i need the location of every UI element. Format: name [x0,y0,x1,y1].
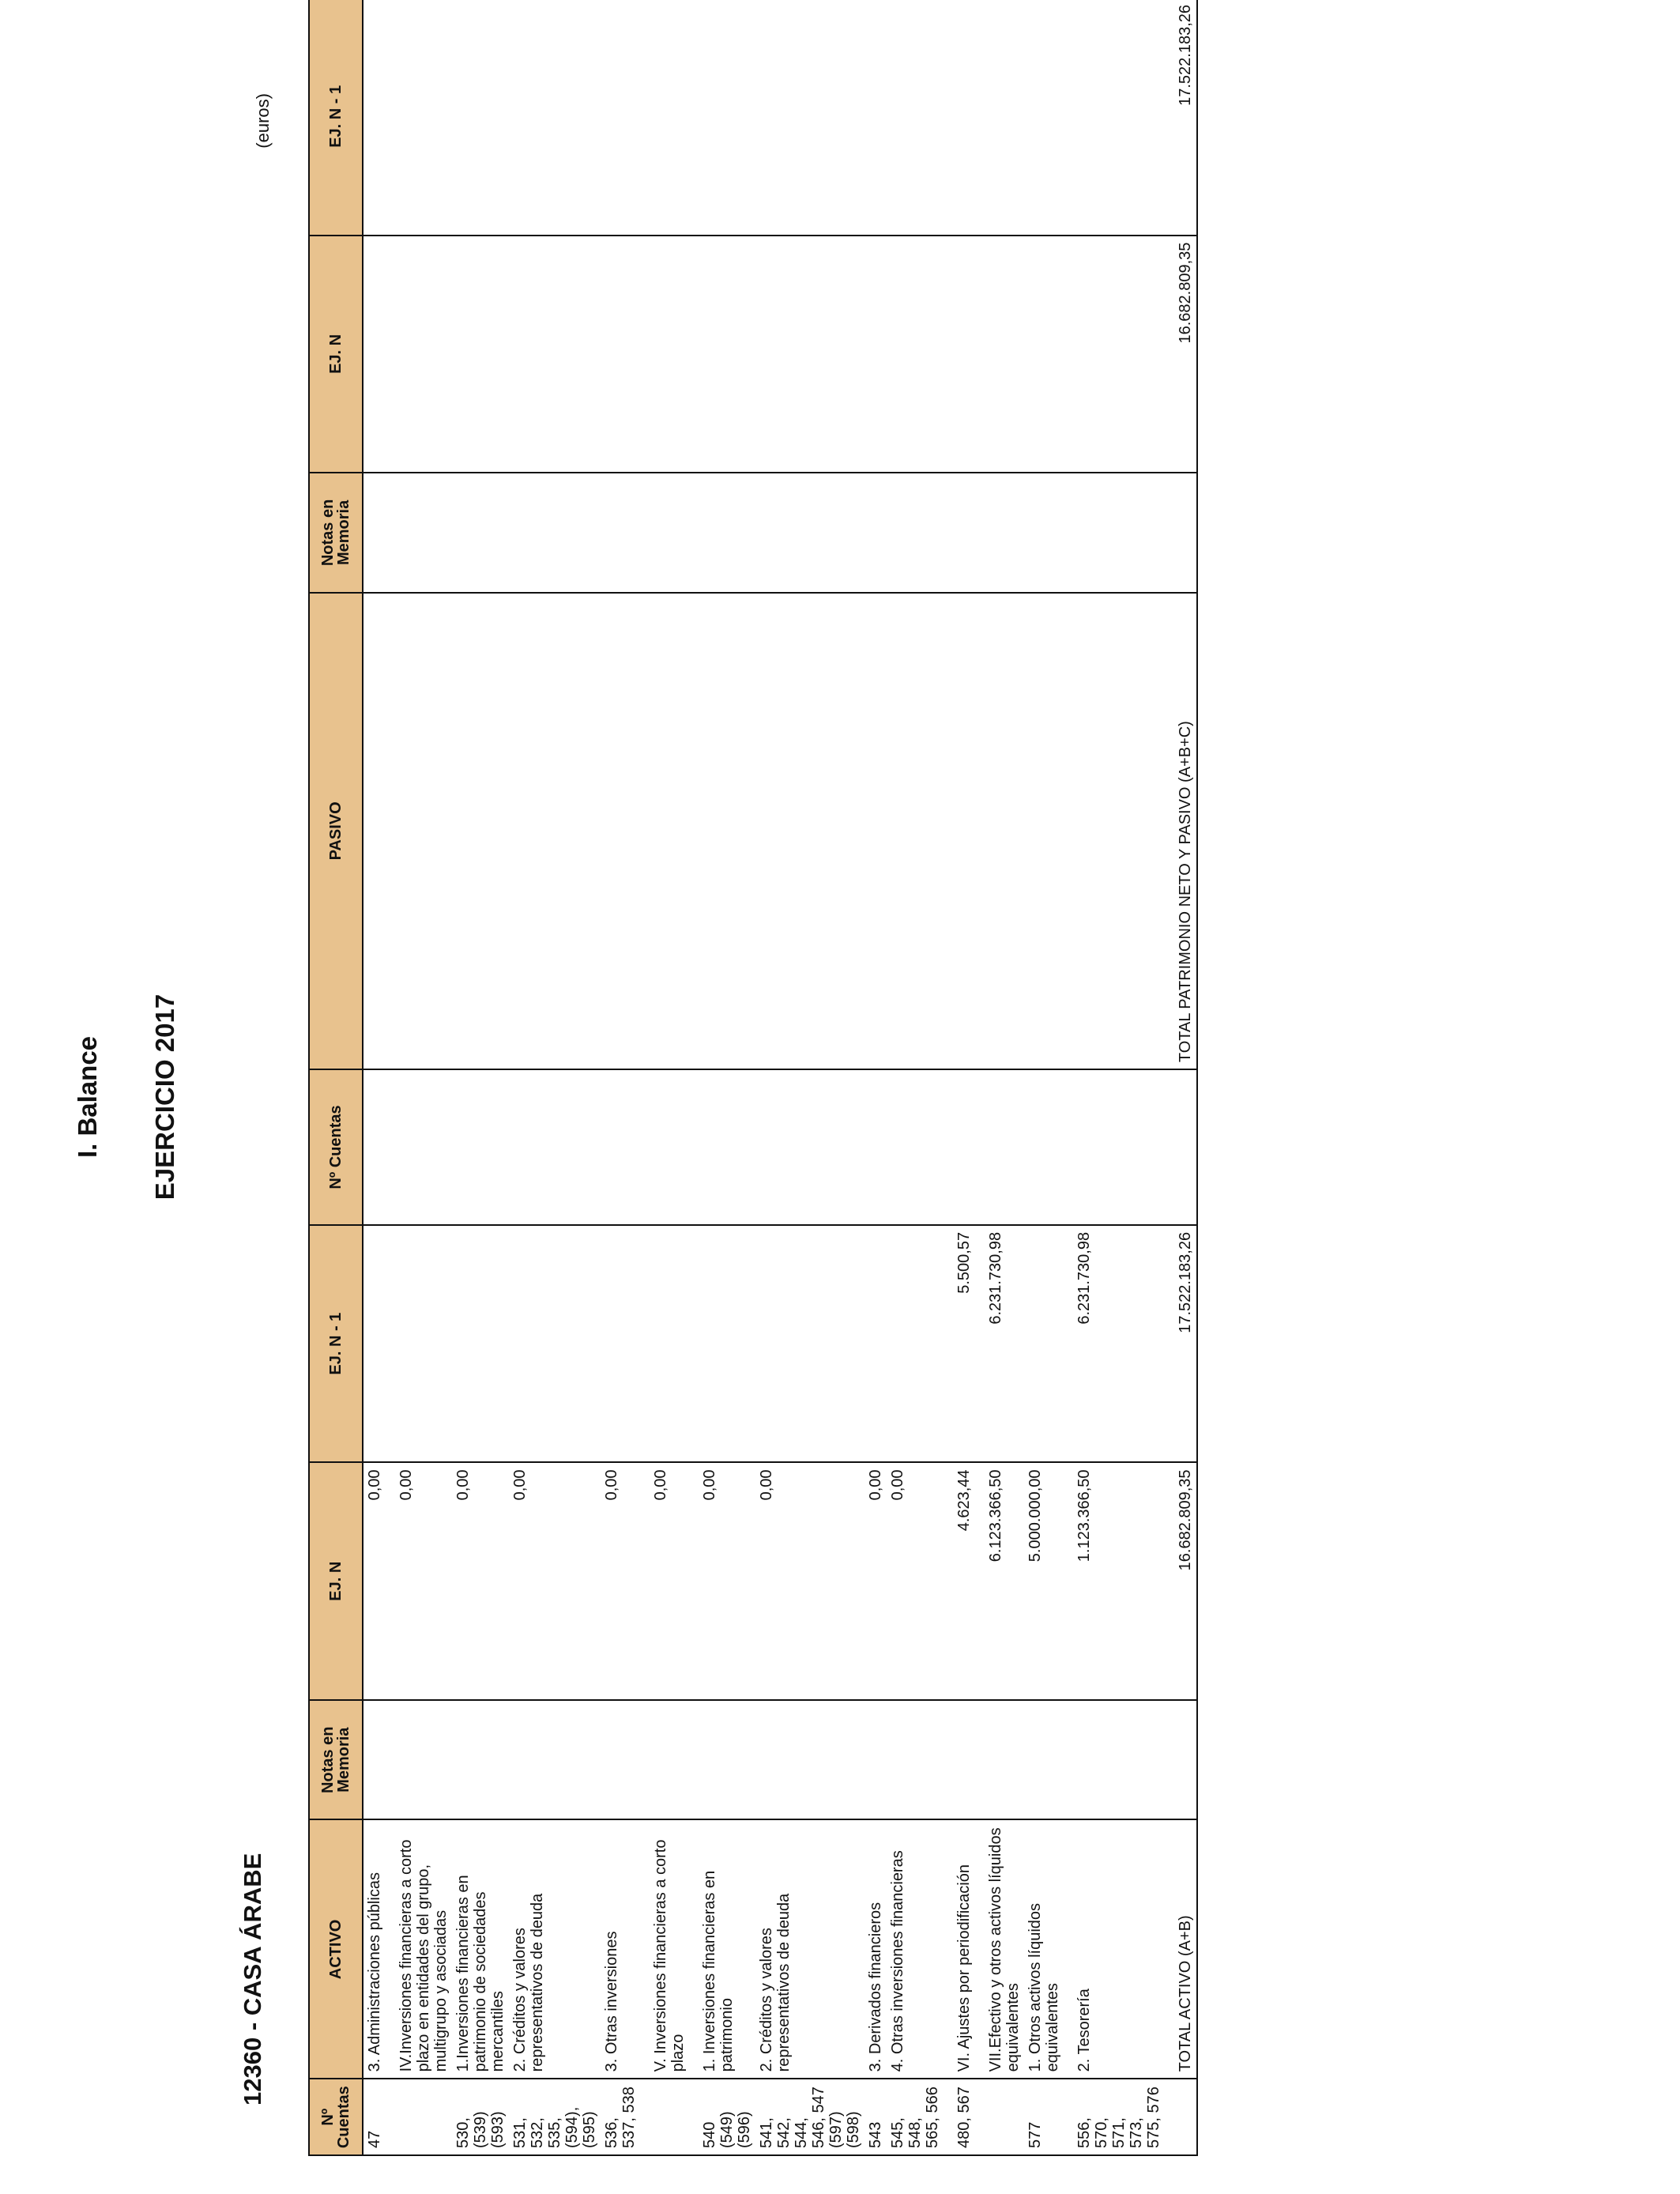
col-header-pasivo: PASIVO [309,593,363,1069]
cell-pasivo [650,593,689,1069]
cell-ejn-pasivo [1024,236,1064,473]
cell-ejn1 [864,1225,887,1463]
cell-ejn1-pasivo [887,0,944,236]
cell-ejn1 [887,1225,944,1463]
cell-ejn1-pasivo [509,0,601,236]
cell-cuentas-pasivo [887,1069,944,1225]
cell-ejn1-pasivo [699,0,755,236]
cell-cuentas-pasivo [395,1069,452,1225]
total-pasivo-ejn: 16.682.809,35 [1174,236,1197,473]
cell-notas-pasivo [509,473,601,592]
cell-ejn1-pasivo [953,0,975,236]
cell-cuentas-pasivo [864,1069,887,1225]
cell-ejn: 0,00 [699,1462,755,1700]
cell-cuentas-pasivo [1174,1069,1197,1225]
table-row [953,0,975,2155]
col-header-notas: Notas en Memoria [309,1700,363,1819]
table-row [699,0,755,2155]
cell-ejn1-pasivo [452,0,509,236]
cell-notas [953,1700,975,1819]
cell-ejn1 [509,1225,601,1463]
cell-ejn1-pasivo [363,0,386,236]
cell-cuentas: 556, 570, 571, 573, 575, 576 [1073,2079,1165,2155]
table-row [1073,0,1165,2155]
cell-ejn1-pasivo [395,0,452,236]
cell-cuentas: 577 [1024,2079,1064,2155]
table-row [650,0,689,2155]
cell-ejn1 [650,1225,689,1463]
cell-notas-pasivo [395,473,452,592]
cell-ejn: 0,00 [755,1462,864,1700]
cell-ejn: 0,00 [452,1462,509,1700]
cell-notas-pasivo [650,473,689,592]
cell-notas [363,1700,386,1819]
cell-ejn1: 6.231.730,98 [985,1225,1024,1463]
cell-ejn-pasivo [953,236,975,473]
spacer-row [1165,0,1174,2155]
cell-notas-pasivo [1174,473,1197,592]
spacer-row [640,0,650,2155]
total-activo-ejn1: 17.522.183,26 [1174,1225,1197,1463]
cell-ejn-pasivo [887,236,944,473]
cell-notas-pasivo [985,473,1024,592]
cell-ejn: 0,00 [601,1462,640,1700]
cell-ejn-pasivo [1073,236,1165,473]
cell-cuentas-pasivo [1024,1069,1064,1225]
cell-notas [1174,1700,1197,1819]
cell-pasivo [699,593,755,1069]
entity-name: 12360 - CASA ÁRABE [239,1853,266,2105]
page-title: I. Balance [73,1035,102,1159]
cell-cuentas-pasivo [985,1069,1024,1225]
cell-ejn1 [699,1225,755,1463]
cell-cuentas [650,2079,689,2155]
cell-ejn: 1.123.366,50 [1073,1462,1165,1700]
cell-cuentas [395,2079,452,2155]
cell-pasivo [1024,593,1064,1069]
cell-ejn-pasivo [452,236,509,473]
table-row [887,0,944,2155]
col-header-ejn-pasivo: EJ. N [309,236,363,473]
col-header-ejn1: EJ. N - 1 [309,1225,363,1463]
spacer-row [386,0,395,2155]
units-label: (euros) [253,93,273,149]
cell-ejn-pasivo [509,236,601,473]
cell-ejn-pasivo [864,236,887,473]
cell-cuentas: 545, 548, 565, 566 [887,2079,944,2155]
cell-notas-pasivo [755,473,864,592]
balance-table [308,0,1198,2156]
cell-activo: 2. Tesorería [1073,1819,1165,2079]
cell-cuentas: 531, 532, 535, (594), (595) [509,2079,601,2155]
spacer-row [689,0,699,2155]
table-row [864,0,887,2155]
cell-activo: 2. Créditos y valores representativos de deuda [755,1819,864,2079]
table-row [755,0,864,2155]
cell-ejn-pasivo [395,236,452,473]
cell-cuentas: 47 [363,2079,386,2155]
cell-cuentas: 540 (549) (596) [699,2079,755,2155]
cell-notas [887,1700,944,1819]
cell-notas [601,1700,640,1819]
cell-ejn1-pasivo [985,0,1024,236]
cell-cuentas-pasivo [363,1069,386,1225]
table-row [395,0,452,2155]
col-header-activo: ACTIVO [309,1819,363,2079]
cell-notas [1024,1700,1064,1819]
header-row [309,0,363,2155]
cell-notas [650,1700,689,1819]
cell-ejn1: 5.500,57 [953,1225,975,1463]
spacer-row [944,0,953,2155]
spacer-row [975,0,985,2155]
cell-activo: V. Inversiones financieras a corto plazo [650,1819,689,2079]
spacer-row [1064,0,1073,2155]
cell-activo: 3. Administraciones públicas [363,1819,386,2079]
cell-cuentas: 536, 537, 538 [601,2079,640,2155]
cell-ejn1-pasivo [1024,0,1064,236]
cell-notas-pasivo [887,473,944,592]
total-pasivo-label: TOTAL PATRIMONIO NETO Y PASIVO (A+B+C) [1174,593,1197,1069]
cell-activo: 2. Créditos y valores representativos de deuda [509,1819,601,2079]
cell-pasivo [363,593,386,1069]
cell-cuentas: 530, (539) (593) [452,2079,509,2155]
cell-notas [452,1700,509,1819]
table-row [363,0,386,2155]
cell-notas-pasivo [452,473,509,592]
cell-cuentas-pasivo [509,1069,601,1225]
cell-ejn: 0,00 [509,1462,601,1700]
cell-ejn-pasivo [699,236,755,473]
cell-notas [985,1700,1024,1819]
cell-notas [1073,1700,1165,1819]
cell-ejn-pasivo [755,236,864,473]
cell-notas [699,1700,755,1819]
cell-ejn1: 6.231.730,98 [1073,1225,1165,1463]
cell-activo: 3. Derivados financieros [864,1819,887,2079]
cell-ejn1-pasivo [864,0,887,236]
cell-ejn1 [755,1225,864,1463]
cell-notas-pasivo [864,473,887,592]
cell-notas [755,1700,864,1819]
cell-cuentas-pasivo [601,1069,640,1225]
page-subtitle: EJERCICIO 2017 [150,993,179,1201]
cell-ejn1-pasivo [1073,0,1165,236]
totals-row [1174,0,1197,2155]
cell-ejn-pasivo [601,236,640,473]
cell-ejn1 [363,1225,386,1463]
cell-notas [864,1700,887,1819]
cell-ejn: 4.623,44 [953,1462,975,1700]
cell-ejn: 0,00 [363,1462,386,1700]
cell-ejn: 0,00 [864,1462,887,1700]
cell-pasivo [601,593,640,1069]
total-activo-ejn: 16.682.809,35 [1174,1462,1197,1700]
cell-ejn: 0,00 [887,1462,944,1700]
col-header-notas-pasivo: Notas en Memoria [309,473,363,592]
cell-ejn: 5.000.000,00 [1024,1462,1064,1700]
cell-pasivo [985,593,1024,1069]
cell-ejn1-pasivo [601,0,640,236]
cell-pasivo [953,593,975,1069]
cell-notas-pasivo [699,473,755,592]
cell-pasivo [395,593,452,1069]
cell-activo: IV.Inversiones financieras a corto plazo en entidades del grupo, multigrupo y asociadas [395,1819,452,2079]
cell-activo: VI. Ajustes por periodificación [953,1819,975,2079]
col-header-ejn1-pasivo: EJ. N - 1 [309,0,363,236]
cell-notas-pasivo [1024,473,1064,592]
cell-cuentas: 543 [864,2079,887,2155]
cell-ejn1 [601,1225,640,1463]
table-row [985,0,1024,2155]
cell-pasivo [755,593,864,1069]
cell-activo: 3. Otras inversiones [601,1819,640,2079]
cell-cuentas: 541, 542, 544, 546, 547 (597) (598) [755,2079,864,2155]
cell-cuentas-pasivo [1073,1069,1165,1225]
table-row [452,0,509,2155]
cell-cuentas-pasivo [953,1069,975,1225]
total-activo-label: TOTAL ACTIVO (A+B) [1174,1819,1197,2079]
cell-ejn1 [395,1225,452,1463]
total-pasivo-ejn1: 17.522.183,26 [1174,0,1197,236]
cell-cuentas [985,2079,1024,2155]
cell-ejn: 0,00 [395,1462,452,1700]
cell-pasivo [452,593,509,1069]
cell-ejn1 [452,1225,509,1463]
cell-cuentas-pasivo [699,1069,755,1225]
table-row [601,0,640,2155]
cell-ejn-pasivo [363,236,386,473]
cell-ejn1-pasivo [755,0,864,236]
cell-ejn: 0,00 [650,1462,689,1700]
cell-pasivo [509,593,601,1069]
cell-cuentas-pasivo [650,1069,689,1225]
cell-ejn: 6.123.366,50 [985,1462,1024,1700]
cell-notas [395,1700,452,1819]
cell-activo: 1.Inversiones financieras en patrimonio de sociedades mercantiles [452,1819,509,2079]
cell-ejn-pasivo [650,236,689,473]
col-header-cuentas: Nº Cuentas [309,2079,363,2155]
cell-pasivo [864,593,887,1069]
col-header-ejn: EJ. N [309,1462,363,1700]
col-header-cuentas-pasivo: Nº Cuentas [309,1069,363,1225]
cell-ejn-pasivo [985,236,1024,473]
cell-notas-pasivo [363,473,386,592]
cell-activo: 4. Otras inversiones financieras [887,1819,944,2079]
cell-activo: VII.Efectivo y otros activos líquidos equivalentes [985,1819,1024,2079]
cell-pasivo [1073,593,1165,1069]
cell-cuentas-pasivo [452,1069,509,1225]
cell-pasivo [887,593,944,1069]
cell-cuentas [1174,2079,1197,2155]
cell-notas-pasivo [601,473,640,592]
cell-notas [509,1700,601,1819]
table-row [509,0,601,2155]
table-row [1024,0,1064,2155]
cell-notas-pasivo [1073,473,1165,592]
cell-activo: 1. Inversiones financieras en patrimonio [699,1819,755,2079]
cell-notas-pasivo [953,473,975,592]
cell-activo: 1. Otros activos líquidos equivalentes [1024,1819,1064,2079]
cell-ejn1 [1024,1225,1064,1463]
cell-cuentas: 480, 567 [953,2079,975,2155]
cell-cuentas-pasivo [755,1069,864,1225]
cell-ejn1-pasivo [650,0,689,236]
